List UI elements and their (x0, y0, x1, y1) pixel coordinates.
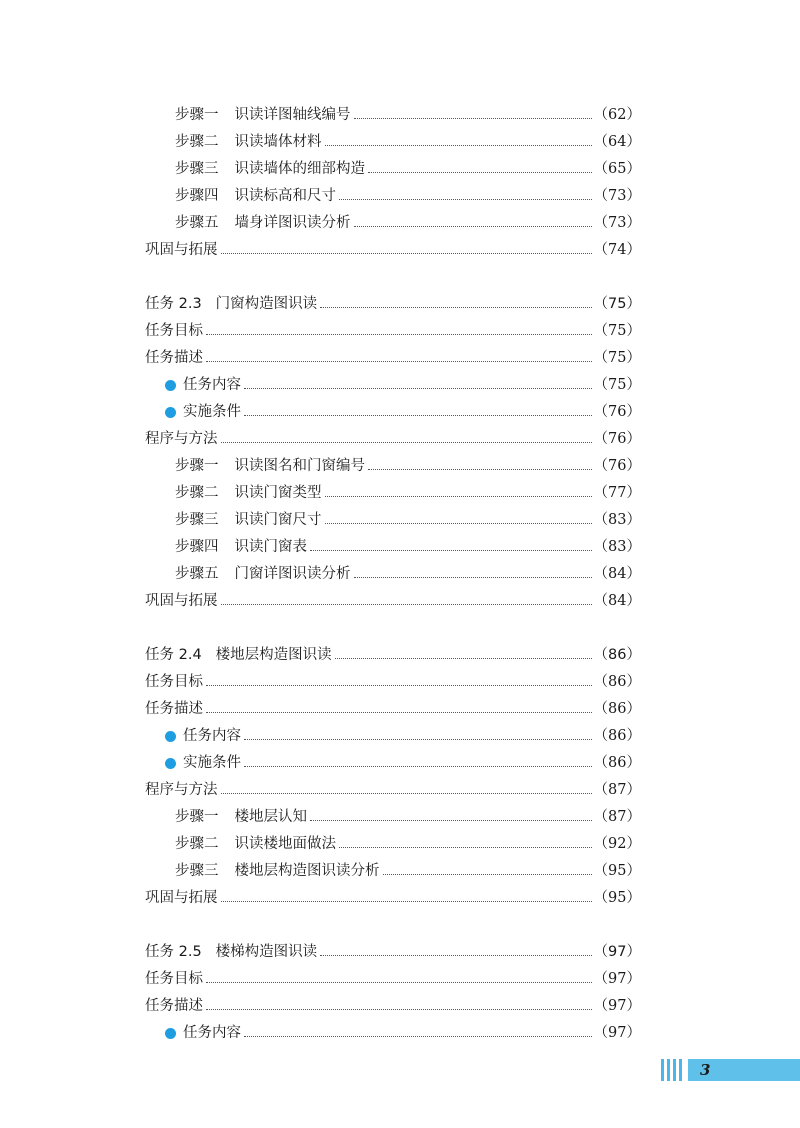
toc-entry-number: 步骤五 (175, 566, 219, 582)
toc-entry-page: （87） (593, 782, 641, 798)
toc-entry-title: 识读门窗尺寸 (234, 512, 322, 528)
toc-entry-number: 任务 2.4 (145, 647, 202, 663)
toc-entry-page: （62） (593, 107, 641, 123)
toc-entry-page: （86） (593, 728, 641, 744)
toc-entry-title: 楼地层认知 (234, 809, 307, 825)
dot-leader (244, 415, 592, 416)
toc-entry-page: （95） (593, 863, 641, 879)
toc-entry-page: （73） (593, 215, 641, 231)
dot-leader (320, 307, 591, 308)
dot-leader (206, 712, 592, 713)
bullet-icon (165, 380, 176, 391)
toc-entry-title: 任务描述 (145, 350, 203, 366)
toc-entry-main[interactable] (145, 345, 641, 371)
toc-entry-page: （74） (593, 242, 641, 258)
bullet-icon (165, 731, 176, 742)
toc-entry-page: （83） (593, 539, 641, 555)
toc-entry-title: 墙身详图识读分析 (234, 215, 351, 231)
toc-entry-page: （65） (593, 161, 641, 177)
toc-entry-step[interactable] (175, 210, 641, 236)
toc-entry-page: （73） (593, 188, 641, 204)
dot-leader (310, 820, 592, 821)
toc-entry-title: 楼地层构造图识读 (215, 647, 332, 663)
toc-entry-step[interactable] (175, 561, 641, 587)
dot-leader (339, 847, 592, 848)
toc-entry-main[interactable] (145, 966, 641, 992)
toc-entry-main[interactable] (145, 669, 641, 695)
toc-entry-title: 任务描述 (145, 998, 203, 1014)
dot-leader (206, 334, 592, 335)
toc-entry-number: 步骤四 (175, 539, 219, 555)
toc-entry-page: （95） (593, 890, 641, 906)
toc-entry-number: 步骤一 (175, 107, 219, 123)
toc-entry-number: 步骤一 (175, 458, 219, 474)
toc-entry-step[interactable] (175, 480, 641, 506)
toc-entry-step[interactable] (175, 156, 641, 182)
dot-leader (206, 361, 592, 362)
toc-entry-page: （87） (593, 809, 641, 825)
toc-entry-page: （75） (593, 350, 641, 366)
toc-entry-main[interactable] (145, 885, 641, 911)
toc-entry-main[interactable] (145, 588, 641, 614)
dot-leader (368, 172, 592, 173)
toc-entry-bullet[interactable] (165, 399, 641, 425)
toc-entry-page: （86） (593, 755, 641, 771)
toc-entry-number: 步骤二 (175, 485, 219, 501)
toc-entry-main[interactable] (145, 696, 641, 722)
toc-entry-number: 步骤二 (175, 836, 219, 852)
dot-leader (325, 496, 592, 497)
toc-entry-step[interactable] (175, 534, 641, 560)
toc-entry-title: 任务内容 (183, 377, 241, 393)
toc-entry-page: （76） (593, 458, 641, 474)
toc-entry-step[interactable] (175, 831, 641, 857)
dot-leader (354, 118, 592, 119)
dot-leader (354, 226, 592, 227)
toc-entry-title: 识读门窗表 (234, 539, 307, 555)
toc-entry-title: 识读楼地面做法 (234, 836, 336, 852)
dot-leader (383, 874, 592, 875)
toc-entry-title: 程序与方法 (145, 782, 218, 798)
toc-entry-number: 步骤三 (175, 512, 219, 528)
toc-entry-title: 程序与方法 (145, 431, 218, 447)
toc-entry-task[interactable] (145, 642, 641, 668)
toc-entry-page: （97） (593, 944, 641, 960)
dot-leader (368, 469, 592, 470)
toc-entry-page: （97） (593, 971, 641, 987)
toc-entry-step[interactable] (175, 804, 641, 830)
dot-leader (354, 577, 592, 578)
toc-entry-page: （97） (593, 998, 641, 1014)
toc-entry-main[interactable] (145, 426, 641, 452)
toc-entry-title: 门窗详图识读分析 (234, 566, 351, 582)
toc-entry-page: （76） (593, 431, 641, 447)
dot-leader (310, 550, 592, 551)
toc-entry-title: 门窗构造图识读 (215, 296, 318, 312)
toc-entry-title: 任务目标 (145, 971, 203, 987)
toc-entry-title: 任务描述 (145, 701, 203, 717)
dot-leader (206, 685, 592, 686)
toc-entry-page: （97） (593, 1025, 641, 1041)
toc-entry-page: （84） (593, 566, 641, 582)
toc-entry-title: 识读门窗类型 (234, 485, 322, 501)
toc-entry-step[interactable] (175, 102, 641, 128)
toc-entry-step[interactable] (175, 453, 641, 479)
toc-entry-title: 楼地层构造图识读分析 (234, 863, 380, 879)
bullet-icon (165, 758, 176, 769)
toc-entry-main[interactable] (145, 237, 641, 263)
dot-leader (325, 145, 592, 146)
toc-entry-bullet[interactable] (165, 372, 641, 398)
toc-entry-title: 识读标高和尺寸 (234, 188, 336, 204)
toc-entry-title: 识读墙体材料 (234, 134, 322, 150)
toc-entry-page: （83） (593, 512, 641, 528)
toc-entry-step[interactable] (175, 858, 641, 884)
toc-entry-page: （86） (593, 701, 641, 717)
toc-entry-page: （86） (593, 674, 641, 690)
footer-decoration (661, 1059, 685, 1081)
toc-entry-page: （86） (593, 647, 641, 663)
toc-entry-task[interactable] (145, 939, 641, 965)
toc-entry-bullet[interactable] (165, 1020, 641, 1046)
toc-entry-main[interactable] (145, 777, 641, 803)
toc-entry-number: 任务 2.3 (145, 296, 202, 312)
toc-entry-number: 任务 2.5 (145, 944, 202, 960)
toc-entry-page: （84） (593, 593, 641, 609)
toc-entry-page: （92） (593, 836, 641, 852)
toc-entry-bullet[interactable] (165, 750, 641, 776)
dot-leader (244, 388, 592, 389)
toc-entry-title: 实施条件 (183, 404, 241, 420)
dot-leader (339, 199, 592, 200)
toc-entry-title: 巩固与拓展 (145, 242, 218, 258)
toc-entry-number: 步骤三 (175, 863, 219, 879)
toc-entry-page: （77） (593, 485, 641, 501)
dot-leader (335, 658, 592, 659)
dot-leader (244, 739, 592, 740)
dot-leader (244, 766, 592, 767)
toc-entry-title: 识读图名和门窗编号 (234, 458, 365, 474)
toc-entry-main[interactable] (145, 993, 641, 1019)
toc-entry-step[interactable] (175, 129, 641, 155)
toc-entry-title: 巩固与拓展 (145, 890, 218, 906)
toc-entry-number: 步骤四 (175, 188, 219, 204)
dot-leader (325, 523, 592, 524)
toc-entry-step[interactable] (175, 183, 641, 209)
page-number: 3 (700, 1061, 711, 1079)
toc-entry-number: 步骤三 (175, 161, 219, 177)
toc-entry-step[interactable] (175, 507, 641, 533)
toc-entry-number: 步骤二 (175, 134, 219, 150)
bullet-icon (165, 1028, 176, 1039)
dot-leader (221, 604, 592, 605)
bullet-icon (165, 407, 176, 418)
toc-entry-title: 巩固与拓展 (145, 593, 218, 609)
toc-entry-page: （75） (593, 296, 641, 312)
toc-entry-task[interactable] (145, 291, 641, 317)
toc-entry-bullet[interactable] (165, 723, 641, 749)
dot-leader (206, 1009, 592, 1010)
dot-leader (206, 982, 592, 983)
toc-entry-main[interactable] (145, 318, 641, 344)
toc-entry-title: 实施条件 (183, 755, 241, 771)
toc-entry-title: 任务目标 (145, 323, 203, 339)
toc-entry-title: 识读墙体的细部构造 (234, 161, 365, 177)
toc-entry-title: 识读详图轴线编号 (234, 107, 351, 123)
toc-entry-title: 任务目标 (145, 674, 203, 690)
dot-leader (221, 253, 592, 254)
dot-leader (320, 955, 591, 956)
toc-entry-number: 步骤五 (175, 215, 219, 231)
dot-leader (244, 1036, 592, 1037)
toc-entry-page: （76） (593, 404, 641, 420)
toc-entry-page: （75） (593, 323, 641, 339)
dot-leader (221, 901, 592, 902)
toc-entry-page: （75） (593, 377, 641, 393)
toc-entry-title: 任务内容 (183, 1025, 241, 1041)
toc-entry-title: 任务内容 (183, 728, 241, 744)
dot-leader (221, 793, 592, 794)
toc-entry-page: （64） (593, 134, 641, 150)
toc-entry-number: 步骤一 (175, 809, 219, 825)
toc-entry-title: 楼梯构造图识读 (215, 944, 318, 960)
dot-leader (221, 442, 592, 443)
